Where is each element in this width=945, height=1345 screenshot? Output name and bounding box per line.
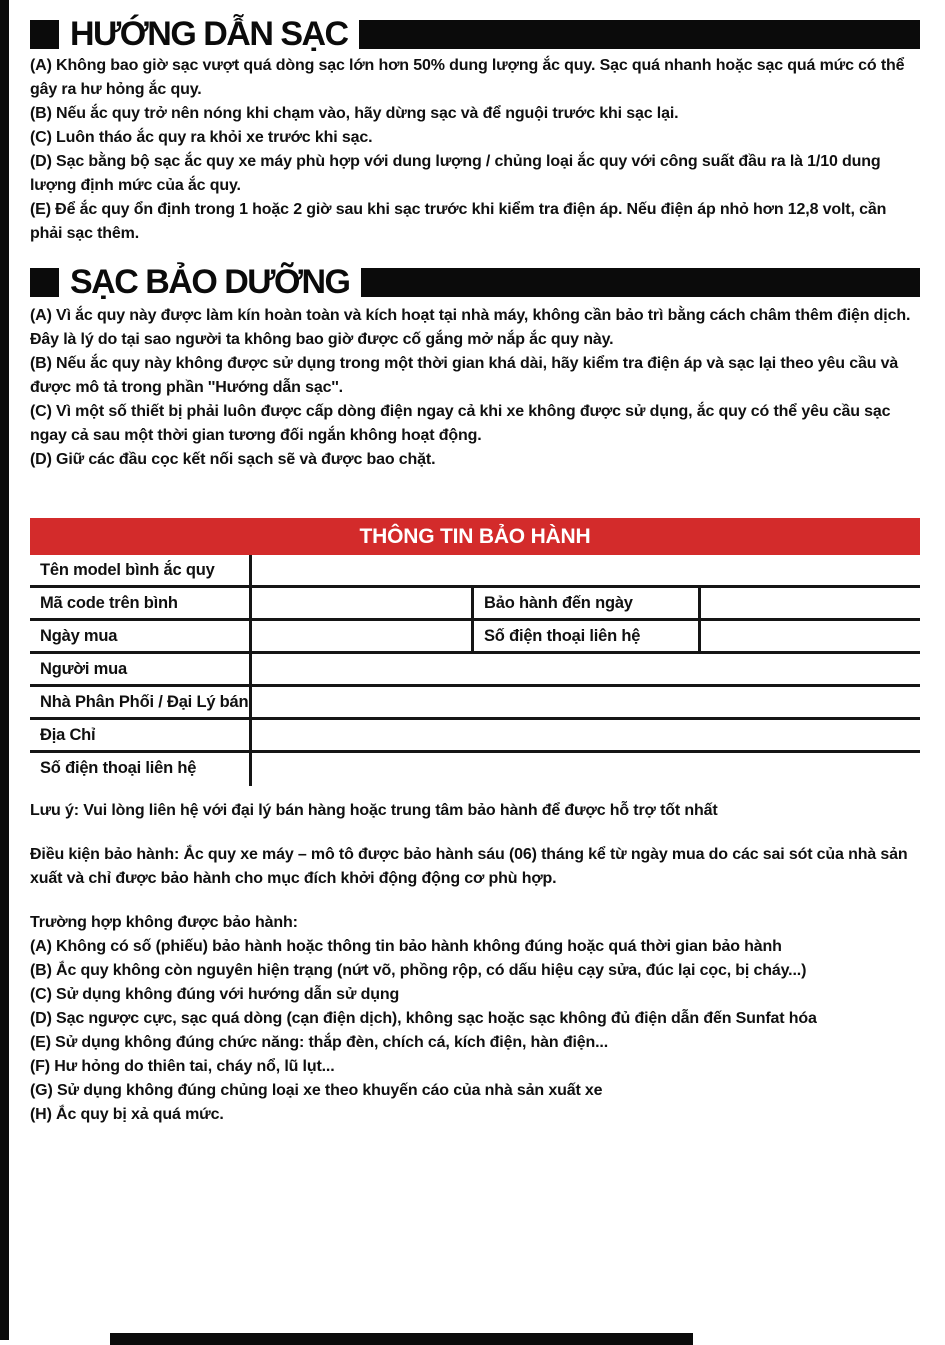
table-row (30, 621, 920, 654)
row-label: Nhà Phân Phối / Đại Lý bán (30, 687, 252, 720)
left-edge-strip (0, 0, 9, 1340)
instruction-item: (A) Vì ắc quy này được làm kín hoàn toàn và kích hoạt tại nhà máy, không cần bảo trì bằng cách châm thêm điện dịch. Đây là lý do tại sao người ta không bao giờ được cố gắng mở nắp ắc quy này. (30, 307, 911, 348)
page-content (30, 0, 920, 1127)
table-row (30, 687, 920, 720)
note-contact: Lưu ý: Vui lòng liên hệ với đại lý bán hàng hoặc trung tâm bảo hành để được hỗ trợ tốt nhất (30, 802, 718, 819)
row-value-blank (252, 588, 474, 621)
exclusion-item: (H) Ắc quy bị xả quá mức. (30, 1106, 224, 1123)
instruction-item: (B) Nếu ắc quy trở nên nóng khi chạm vào, hãy dừng sạc và để nguội trước khi sạc lại. (30, 105, 679, 122)
row-value-blank (252, 621, 474, 654)
row-label: Bảo hành đến ngày (474, 588, 701, 621)
row-label: Địa Chỉ (30, 720, 252, 753)
warranty-table-title: THÔNG TIN BẢO HÀNH (30, 518, 920, 555)
note-warranty-terms: Điều kiện bảo hành: Ắc quy xe máy – mô tô được bảo hành sáu (06) tháng kể từ ngày mua do các sai sót của nhà sản xuất và chỉ được bảo hành cho mục đích khởi động động cơ phù hợp. (30, 846, 908, 887)
row-value-blank (252, 555, 920, 588)
exclusion-item: (B) Ắc quy không còn nguyên hiện trạng (nứt võ, phồng rộp, có dấu hiệu cạy sửa, đúc lại cọc, bị cháy...) (30, 962, 807, 979)
exclusions-title: Trường hợp không được bảo hành: (30, 914, 298, 931)
row-value-blank (252, 753, 920, 786)
black-square-marker (30, 20, 59, 49)
table-row (30, 720, 920, 753)
table-row (30, 654, 920, 687)
exclusion-item: (E) Sử dụng không đúng chức năng: thắp đèn, chích cá, kích điện, hàn điện... (30, 1034, 609, 1051)
instruction-item: (D) Giữ các đầu cọc kết nối sạch sẽ và được bao chặt. (30, 451, 436, 468)
table-row (30, 588, 920, 621)
table-row (30, 555, 920, 588)
row-label: Tên model bình ắc quy (30, 555, 252, 588)
instruction-item: (C) Vì một số thiết bị phải luôn được cấp dòng điện ngay cả khi xe không được sử dụng, ắc quy có thể yêu cầu sạc ngay cả sau một thời gian tương đối ngắn không hoạt động. (30, 403, 891, 444)
section-title: SẠC BẢO DƯỠNG (70, 263, 350, 301)
row-label: Số điện thoại liên hệ (30, 753, 252, 786)
instruction-item: (D) Sạc bằng bộ sạc ắc quy xe máy phù hợp với dung lượng / chủng loại ắc quy với công suất đầu ra là 1/10 dung lượng định mức của ắc quy. (30, 153, 881, 194)
section-header-charging (30, 15, 920, 53)
charging-instructions (30, 54, 920, 246)
row-label: Số điện thoại liên hệ (474, 621, 701, 654)
warranty-table (30, 518, 920, 786)
instruction-item: (E) Để ắc quy ổn định trong 1 hoặc 2 giờ sau khi sạc trước khi kiểm tra điện áp. Nếu điện áp nhỏ hơn 12,8 volt, cần phải sạc thêm. (30, 201, 887, 242)
black-square-marker (30, 268, 59, 297)
row-label: Ngày mua (30, 621, 252, 654)
row-value-blank (252, 687, 920, 720)
row-value-blank (252, 654, 920, 687)
row-value-blank (252, 720, 920, 753)
section-header-maintenance (30, 263, 920, 301)
row-value-blank (701, 621, 920, 654)
exclusion-item: (G) Sử dụng không đúng chủng loại xe theo khuyến cáo của nhà sản xuất xe (30, 1082, 603, 1099)
table-row (30, 753, 920, 786)
maintenance-instructions (30, 304, 920, 472)
exclusion-item: (D) Sạc ngược cực, sạc quá dòng (cạn điện dịch), không sạc hoặc sạc không đủ điện dẫn đến Sunfat hóa (30, 1010, 817, 1027)
exclusion-item: (F) Hư hỏng do thiên tai, cháy nổ, lũ lụt... (30, 1058, 335, 1075)
instruction-item: (A) Không bao giờ sạc vượt quá dòng sạc lớn hơn 50% dung lượng ắc quy. Sạc quá nhanh hoặc sạc quá mức có thể gây ra hư hỏng ắc quy. (30, 57, 905, 98)
bottom-edge-bar (110, 1333, 693, 1345)
exclusion-item: (A) Không có số (phiếu) bảo hành hoặc thông tin bảo hành không đúng hoặc quá thời gian bảo hành (30, 938, 782, 955)
header-rule-bar (359, 20, 920, 49)
warranty-exclusions (30, 911, 920, 1127)
instruction-item: (C) Luôn tháo ắc quy ra khỏi xe trước khi sạc. (30, 129, 373, 146)
exclusion-item: (C) Sử dụng không đúng với hướng dẫn sử dụng (30, 986, 400, 1003)
row-label: Người mua (30, 654, 252, 687)
row-label: Mã code trên bình (30, 588, 252, 621)
header-rule-bar (361, 268, 921, 297)
section-title: HƯỚNG DẪN SẠC (70, 15, 348, 53)
instruction-item: (B) Nếu ắc quy này không được sử dụng trong một thời gian khá dài, hãy kiểm tra điện áp và sạc lại theo yêu cầu và được mô tả trong phần ''Hướng dẫn sạc''. (30, 355, 899, 396)
row-value-blank (701, 588, 920, 621)
